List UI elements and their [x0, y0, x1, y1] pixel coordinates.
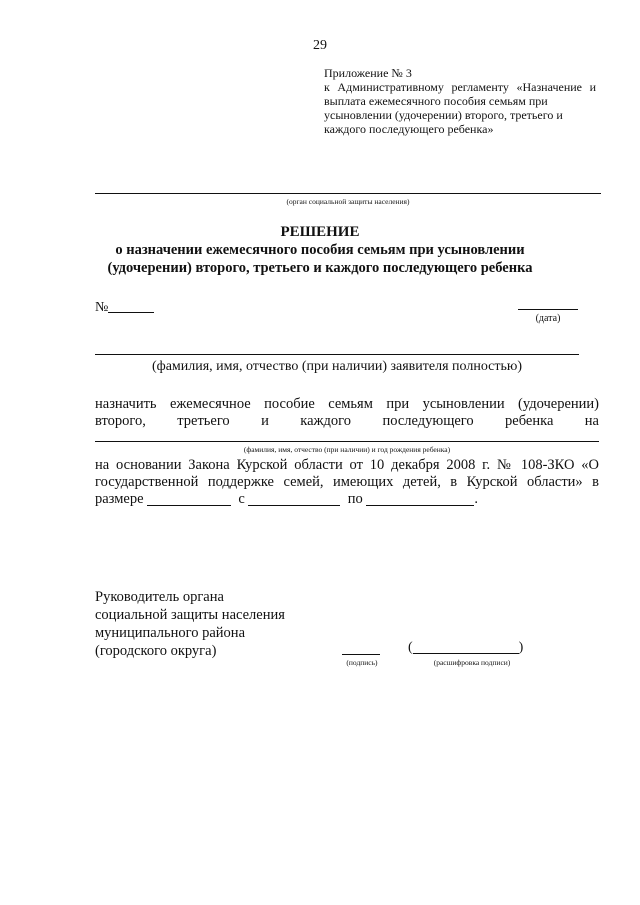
decode-close-bracket: ) — [518, 640, 524, 655]
period-end: . — [474, 491, 478, 507]
annex-line: к Административному регламенту «Назначение и — [324, 80, 596, 94]
paragraph-line: на основании Закона Курской области от 10 декабря 2008 г. № 108-ЗКО «О — [95, 457, 599, 473]
paragraph-line: назначить ежемесячное пособие семьям при усыновлении (удочерении) — [95, 396, 599, 412]
page-number: 29 — [313, 38, 327, 53]
decode-open-bracket: ( — [408, 640, 413, 655]
signature-caption: (подпись) — [346, 658, 378, 667]
applicant-caption: (фамилия, имя, отчество (при наличии) заявителя полностью) — [151, 359, 523, 374]
signature-decode-field — [408, 640, 523, 656]
decision-paragraph — [95, 396, 599, 430]
signer-line: Руководитель органа — [95, 589, 224, 605]
date-field-line — [518, 309, 578, 310]
org-field-line — [95, 193, 601, 194]
document-subtitle — [60, 241, 580, 277]
document-title: РЕШЕНИЕ — [280, 224, 360, 240]
signer-line: социальной защиты населения — [95, 607, 285, 623]
signer-line: муниципального района — [95, 625, 245, 641]
amount-line — [95, 491, 599, 508]
signer-line: (городского округа) — [95, 643, 217, 659]
to-label: по — [347, 491, 363, 507]
child-field-line — [95, 441, 599, 442]
amount-field — [147, 492, 231, 506]
decode-caption: (расшифровка подписи) — [433, 658, 511, 667]
number-field — [108, 298, 154, 313]
annex-line: Приложение № 3 — [324, 66, 412, 80]
to-date-field — [366, 492, 474, 506]
signer-block — [95, 588, 285, 660]
org-caption: (орган социальной защиты населения) — [286, 197, 410, 206]
subtitle-line: (удочерении) второго, третьего и каждого последующего ребенка — [107, 260, 533, 276]
from-label: с — [238, 491, 245, 507]
amount-label: размере — [95, 491, 144, 507]
child-caption: (фамилия, имя, отчество (при наличии) и год рождения ребенка) — [243, 445, 451, 454]
date-caption: (дата) — [535, 313, 561, 324]
applicant-field-line — [95, 354, 579, 355]
annex-line: выплата ежемесячного пособия семьям при — [324, 94, 548, 108]
subtitle-line: о назначении ежемесячного пособия семьям при усыновлении — [115, 242, 525, 258]
signature-field-line — [342, 654, 380, 655]
decision-number — [95, 298, 154, 316]
paragraph-line: второго, третьего и каждого последующего ребенка на — [95, 413, 599, 429]
paragraph-line: государственной поддержке семей, имеющих детей, в Курской области» в — [95, 474, 599, 490]
from-date-field — [248, 492, 340, 506]
annex-line: каждого последующего ребенка» — [324, 122, 494, 136]
annex-header — [324, 66, 596, 136]
basis-paragraph — [95, 457, 599, 508]
number-label: № — [95, 300, 109, 315]
annex-line: усыновлении (удочерении) второго, третьего и — [324, 108, 563, 122]
decode-blank — [413, 640, 519, 654]
